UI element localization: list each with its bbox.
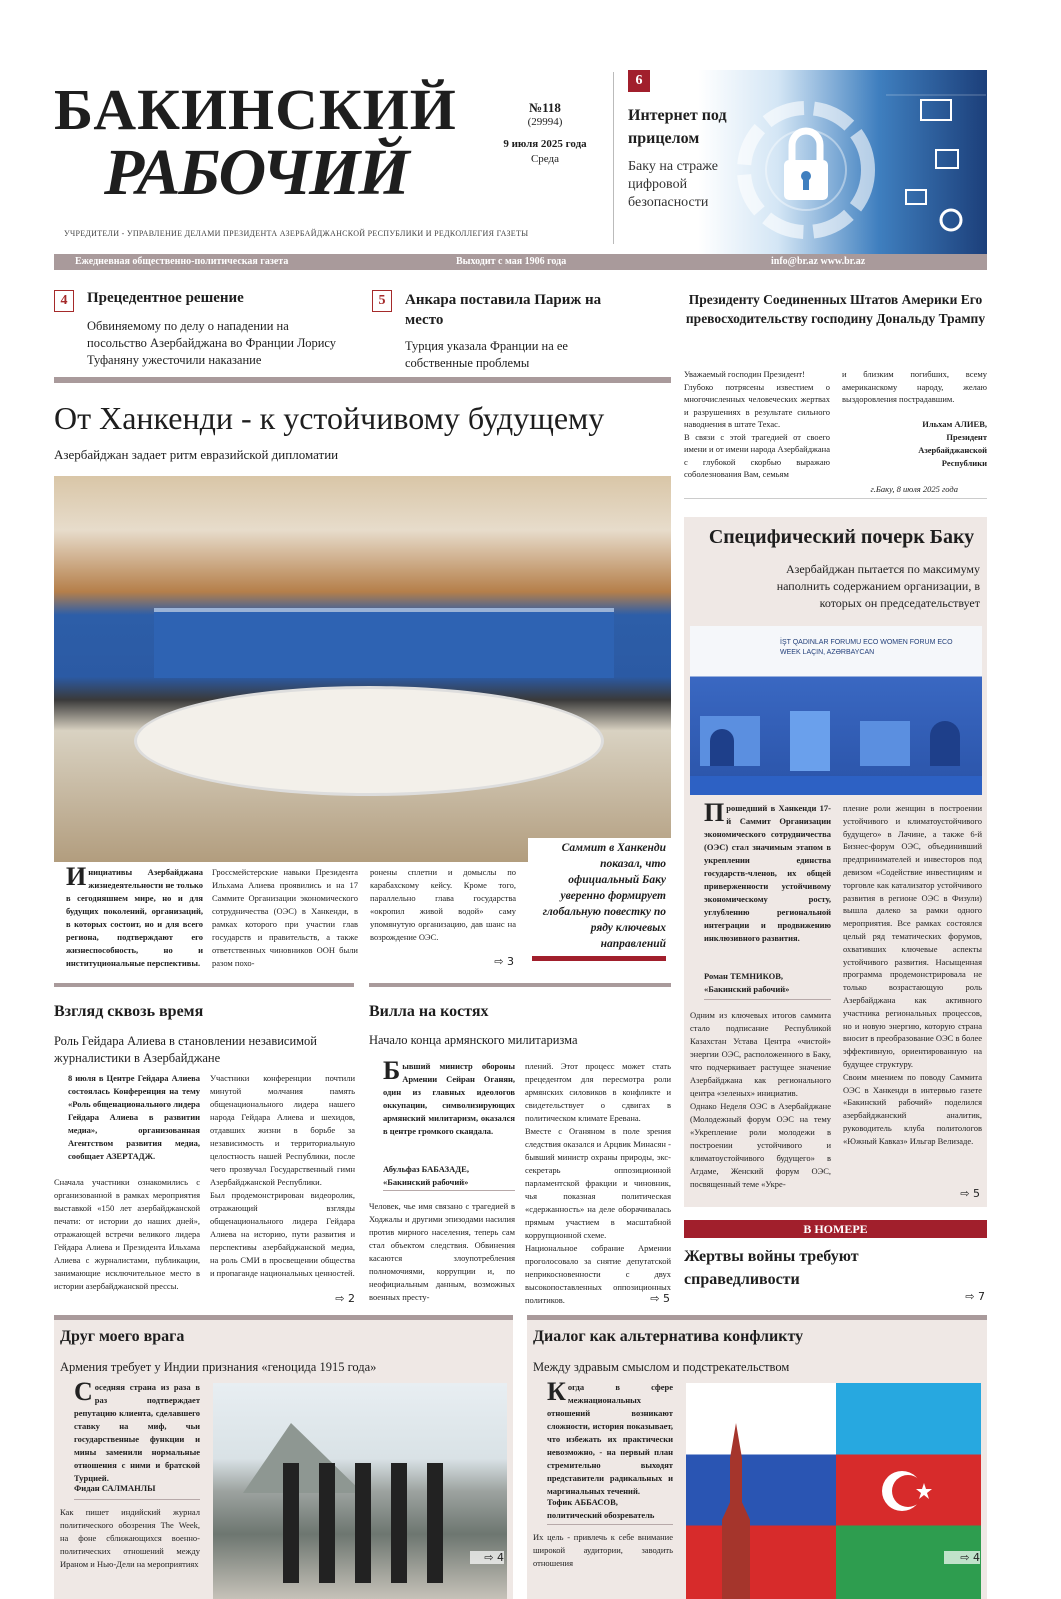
teaser-bar [54, 377, 671, 383]
villa-subtitle: Начало конца армянского милитаризма [369, 1033, 578, 1047]
founders-line: УЧРЕДИТЕЛИ - УПРАВЛЕНИЕ ДЕЛАМИ ПРЕЗИДЕНТА АЗЕРБАЙДЖАНСКОЙ РЕСПУБЛИКИ И РЕДКОЛЛЕГИЯ ГАЗЕТЫ [64, 229, 529, 238]
teaser-page: 5 [372, 290, 392, 312]
specific-col1b: Одним из ключевых итогов саммита стало подписание Республикой Казахстан Устава Центра «чистой» энергии ОЭС, расположенного в Баку, что подчеркивает растущее значение Азербайджана как регионального центра «зеленых» инициатив. Однако Неделя ОЭС в Азербайджане (Молодежный форум ОЭС на тему «Укрепление роли молодежи в построении устойчивого и климатоустойчивого будущего» в Агдаме, Женский форум ОЭС, посвященный теме «Укре- [690, 1010, 831, 1189]
friend-subtitle: Армения требует у Индии признания «геноцида 1915 года» [60, 1360, 377, 1374]
crescent-star-icon [876, 1461, 936, 1521]
lead-caption-text: Саммит в Ханкенди показал, что официальный Баку уверенно формирует глобальную повестку по ряду ключевых направлений [542, 842, 666, 950]
view-col1: Сначала участники ознакомились с организованной в рамках мероприятия выставкой «150 лет азербайджанской печати: от истории до наших дней», отражающей встречи великого лидера Гейдара Алиева и Президента Ильхама Алиева с журналистами, публикации, занимающие исключительное место в истории азербайджанской прессы. [54, 1177, 200, 1291]
friend-photo [213, 1383, 507, 1599]
caption-bar [532, 956, 666, 961]
strip-contacts[interactable]: info@br.az www.br.az [771, 256, 866, 267]
condolence-rule [684, 498, 987, 499]
issue-total: (29994) [527, 116, 563, 128]
lead-title[interactable]: От Ханкенди - к устойчивому будущему [54, 400, 605, 436]
dialog-continue[interactable]: ⇨ 4 [944, 1551, 980, 1564]
condolence-title: Президенту Соединенных Штатов Америки Его превосходительству господину Дональду Трампу [685, 292, 986, 326]
issue-weekday: Среда [530, 153, 560, 165]
view-lead: 8 июля в Центре Гейдара Алиева состоялась Конференция на тему «Роль общенационального лидера Гейдара Алиева в развитии медиа», организованная Агентством развития медиа, сообщает АЗЕРТАДЖ. [68, 1073, 200, 1161]
lead-continue[interactable]: ⇨ 3 [494, 955, 514, 968]
dialog-subtitle: Между здравым смыслом и подстрекательством [533, 1360, 790, 1374]
specific-title[interactable]: Специфический почерк Баку [708, 526, 975, 548]
dialog-author-rule [547, 1524, 673, 1525]
teaser-1[interactable] [54, 290, 354, 367]
teaser-title: Прецедентное решение [87, 290, 244, 306]
promo-box[interactable] [626, 70, 987, 254]
specific-continue[interactable]: ⇨ 5 [960, 1187, 980, 1200]
specific-banner-text: İŞT QADINLAR FORUMU ECO WOMEN FORUM ECO WEEK LAÇIN, AZƏRBAYCAN [780, 639, 953, 656]
specific-author: Роман ТЕМНИКОВ, «Бакинский рабочий» [704, 971, 790, 994]
header-divider [613, 72, 614, 244]
issue-date: 9 июля 2025 года [503, 138, 587, 150]
strip-left: Ежедневная общественно-политическая газета [75, 256, 289, 267]
specific-banner [690, 626, 982, 795]
villa-title[interactable]: Вилла на костях [369, 1003, 489, 1020]
promo-subtitle: Баку на страже цифровой безопасности [628, 159, 718, 210]
masthead-line2: РАБОЧИЙ [104, 136, 408, 209]
friend-title[interactable]: Друг моего врага [60, 1328, 185, 1345]
info-strip [54, 254, 987, 270]
condolence-col2: и близким погибших, всему американскому народу, желаю выздоровления пострадавшим. [842, 369, 987, 404]
teaser-2[interactable] [372, 290, 672, 370]
condolence-col1: Уважаемый господин Президент! Глубоко потрясены известием о многочисленных человеческих жертвах и разрушениях в результате сильного наводнения в штате Техас. В связи с этой трагедией от своего имени и от имени народа Азербайджана с глубокой скорбью выражаю соболезнования Вам, семьям [684, 369, 830, 479]
in-issue-label: В НОМЕРЕ [684, 1220, 987, 1238]
villa-continue[interactable]: ⇨ 5 [650, 1292, 670, 1305]
friend-col1: Как пишет индийский журнал политического обозрения The Week, на фоне сближающихся военно-политических отношений между Ираном и Нью-Дели на мероприятиях [60, 1507, 200, 1569]
masthead-title [54, 77, 469, 209]
building-pattern [690, 696, 982, 795]
friend-author-rule [74, 1499, 200, 1500]
villa-col2: плений. Этот процесс может стать прецедентом для пересмотра роли армянских силовиков в конфликте и свидетельствует о сдвигах в политическом климате Еревана. Вместе с Оганяном в поле зрения следствия оказался и Арцвик Минасян - бывший министр охраны природы, экс-секретарь оппозиционной парламентской фракции и чиновник, чья показная политическая «сдержанность» на деле оборачивалась прямым участием в масштабной коррупционной схеме. Национальное собрание Армении проголосовало за снятие депутатской неприкосновенности с двух высокопоставленных оппозиционных политиков. [525, 1061, 671, 1305]
villa-author: Абульфаз БАБАЗАДЕ, «Бакинский рабочий» [383, 1164, 469, 1187]
lead-col1: Инициативы Азербайджана жизнедеятельности не только в сегодняшнем мире, но и для будущих поколений, организаций, в которых состоит, но и для всего региона, подтверждают его жизнеспособность, но и институциональные перспективы. [66, 862, 203, 968]
teaser-text: Обвиняемому по делу о нападении на посольство Азербайджана во Франции Лорису Туфаняну ужесточили наказание [87, 319, 337, 367]
promo-title: Интернет под прицелом [628, 107, 727, 147]
view-subtitle: Роль Гейдара Алиева в становлении независимой журналистики в Азербайджане [54, 1034, 317, 1065]
friend-author: Фидан САЛМАНЛЫ [74, 1483, 156, 1493]
view-continue[interactable]: ⇨ 2 [335, 1292, 355, 1305]
strip-mid: Выходит с мая 1906 года [456, 256, 567, 267]
friend-lead: Соседняя страна из раза в раз подтверждает репутацию клиента, сделавшего ставку на миф, чьи государственные функции и мины заменили нормальные отношения с ними и братской Турцией. [74, 1377, 200, 1483]
friend-continue[interactable]: ⇨ 4 [470, 1551, 504, 1564]
specific-col2: пление роли женщин в построении устойчивого и климатоустойчивого будущего» в Лачине, а также 6-й Бизнес-форум ОЭС, объединивший предпринимателей и инвесторов под девизом «Содействие инвестициям и торговле как катализатор устойчивого развития в регионе ОЭС в Физули) вышла далеко за рамки одного мероприятия. Все рамках состоялся целый ряд тематических форумов, охвативших ключевые аспекты устойчивого развития. Насыщенная программа продемонстрировала не только возрастающую роль Азербайджана как активного участника региональных процессов, но и новую энергию, которую страна вносит в преобразование ОЭС в более эффективную, ориентированную на будущее структуру. Своим мнением по поводу Саммита ОЭС в Ханкенди в интервью газете «Бакинский рабочий» поделился азербайджанский аналитик, руководитель клуба политологов «Южный Кавказ» Ильгар Велизаде. [843, 803, 982, 1146]
issue-number: №118 [529, 100, 561, 115]
promo-page: 6 [628, 70, 650, 92]
teaser-page: 4 [54, 290, 74, 312]
condolence-place: г.Баку, 8 июля 2025 года [870, 484, 958, 494]
villa-author-rule [383, 1190, 515, 1191]
lead-subtitle: Азербайджан задает ритм евразийской дипломатии [54, 447, 339, 462]
villa-col1: Человек, чье имя связано с трагедией в Ходжалы и другими эпизодами насилия против мирного населения, теперь сам стал объектом следствия. Обвинения касаются злоупотребления полномочиями, коррупции и, по неофициальным данным, возможных военных престу- [369, 1201, 515, 1302]
specific-author-rule [704, 999, 831, 1000]
lead-col3: ронены сплетни и домыслы по карабахскому кейсу. Кроме того, параллельно глава государства «окропил живой водой» саму упомянутую организацию, дав шанс на возрождение ОЭС. [370, 867, 516, 942]
lead-photo-table [134, 686, 604, 796]
flag-russia [686, 1383, 836, 1599]
issue-info [495, 100, 595, 165]
condolence-sign: Ильхам АЛИЕВ, Президент Азербайджанской Республики [918, 419, 987, 468]
lead-photo-screen [154, 608, 614, 678]
friend-photo-people [283, 1463, 463, 1583]
villa-lead: Бывший министр обороны Армении Сейран Оганян, один из главных идеологов оккупации, символизирующих армянский милитаризм, оказался в центре громкого скандала. [383, 1056, 515, 1136]
masthead-line1: БАКИНСКИЙ [54, 77, 457, 142]
lead-photo [54, 476, 671, 862]
dialog-author: Тофик АББАСОВ, политический обозреватель [547, 1497, 655, 1520]
view-col2: Участники конференции почтили минутой молчания память общенационального лидера нашего народа Гейдара Алиева и шехидов, отдавших жизни в борьбе за независимость и территориальную целостность нашей Республики, после чего прозвучал Государственный гимн Азербайджанской Республики. Был продемонстрирован видеоролик, отражающий взгляды общенационального лидера Гейдара Алиева на историю, пути развития и перспективы азербайджанской медиа, на роль СМИ в просвещении общества и пропаганде национальных ценностей. [210, 1073, 355, 1278]
dialog-title[interactable]: Диалог как альтернатива конфликту [533, 1328, 804, 1345]
lead-bar-left [54, 983, 354, 987]
view-title[interactable]: Взгляд сквозь время [54, 1003, 204, 1020]
in-issue-continue[interactable]: ⇨ 7 [965, 1290, 985, 1303]
dialog-lead: Когда в сфере межнациональных отношений возникают сложности, история показывает, что избежать их практически невозможно, - на первый план стремительно выходят представители радикальных и маргинальных течений. [547, 1377, 673, 1496]
lock-icon [736, 90, 987, 254]
in-issue-title[interactable]: Жертвы войны требуют справедливости [684, 1248, 859, 1288]
specific-subtitle: Азербайджан пытается по максимуму наполнить содержанием организации, в которых он председательствует [776, 562, 980, 610]
teaser-title: Анкара поставила Париж на место [405, 292, 602, 328]
dialog-col1: Их цель - привлечь к себе внимание широкой аудитории, заводить отношения [533, 1532, 673, 1568]
teaser-text: Турция указала Франции на ее собственные проблемы [405, 339, 568, 370]
dialog-photo [686, 1383, 981, 1599]
specific-col1: Прошедший в Ханкенди 17-й Саммит Организации экономического сотрудничества (ОЭС) стал значимым этапом в укреплении единства государств-членов, их общей приверженности устойчивому экономическому росту, углублению региональной интеграции и продвижению инклюзивного развития. [704, 798, 831, 943]
lead-col2: Гроссмейстерские навыки Президента Ильхама Алиева проявились и на 17 Саммите Организации экономического сотрудничества (ОЭС) в Ханкенди, в рамках которого при участии глав государств и правительств, а также ответственных чиновников ООН были разом похо- [212, 867, 358, 968]
lead-bar-right [369, 983, 671, 987]
